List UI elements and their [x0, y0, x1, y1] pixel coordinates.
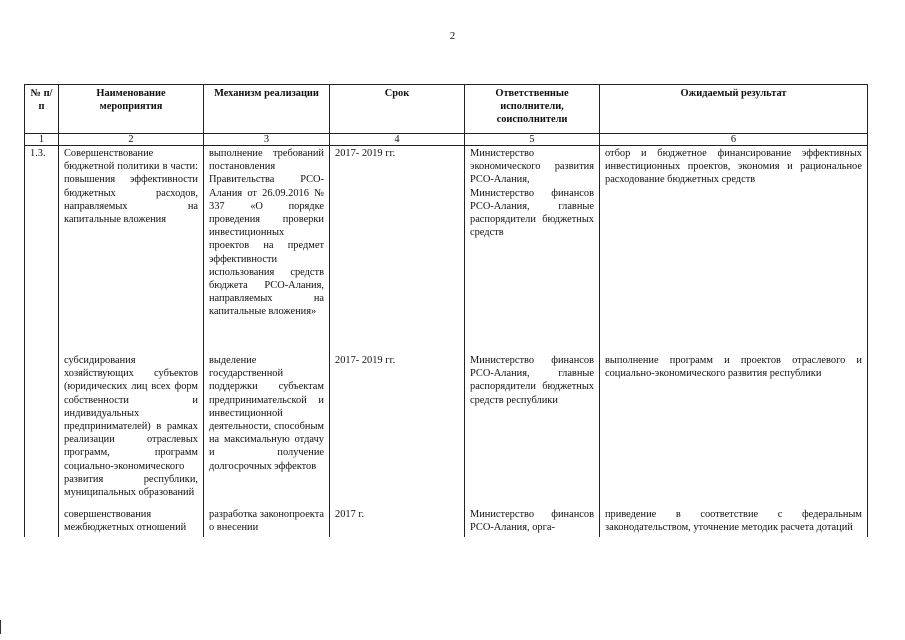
header-result: Ожидаемый результат	[600, 85, 868, 134]
table-row	[25, 146, 868, 354]
measure-name: субсидирования хозяйствующих субъектов (юридических лиц всех форм собственности и индивидуальных предпринимателей) в рамках реализации отраслевых программ, программ социально-экономического развития республики, муниципальных образований	[59, 353, 204, 507]
measure-name: Совершенствование бюджетной политики в части: повышения эффективности бюджетных расходов, направляемых на капитальные вложения	[59, 146, 204, 354]
table-row	[25, 353, 868, 507]
expected-result: приведение в соответствие с федеральным законодательством, уточнение методик расчета дотаций	[600, 507, 868, 537]
column-number: 5	[465, 134, 600, 146]
scan-edge-mark	[0, 620, 1, 634]
responsible: Министерство финансов РСО-Алания, орга-	[465, 507, 600, 537]
responsible: Министерство экономического развития РСО-Алания, Министерство финансов РСО-Алания, главные распорядители бюджетных средств	[465, 146, 600, 354]
page-number: 2	[449, 30, 456, 42]
table-row	[25, 507, 868, 537]
mechanism: разработка законопроекта о внесении	[204, 507, 330, 537]
term: 2017 г.	[330, 507, 465, 537]
mechanism: выполнение требований постановления Правительства РСО-Алания от 26.09.2016 № 337 «О порядке проведения проверки инвестиционных проектов на предмет эффективности использования средств бюджета РСО-Алания, направляемых на капитальные вложения»	[204, 146, 330, 354]
header-responsible: Ответственные исполнители, соисполнители	[465, 85, 600, 134]
column-number-row	[25, 134, 868, 146]
column-number: 6	[600, 134, 868, 146]
row-number	[25, 353, 59, 507]
expected-result: отбор и бюджетное финансирование эффективных инвестиционных проектов, экономия и рациональное расходование бюджетных средств	[600, 146, 868, 354]
expected-result: выполнение программ и проектов отраслевого и социально-экономического развития республики	[600, 353, 868, 507]
responsible: Министерство финансов РСО-Алания, главные распорядители бюджетных средств республики	[465, 353, 600, 507]
row-number	[25, 507, 59, 537]
table-header-row	[25, 85, 868, 134]
header-number: № п/п	[25, 85, 59, 134]
header-term: Срок	[330, 85, 465, 134]
term: 2017- 2019 гг.	[330, 353, 465, 507]
row-number: 1.3.	[25, 146, 59, 354]
column-number: 4	[330, 134, 465, 146]
header-mechanism: Механизм реализации	[204, 85, 330, 134]
measures-table	[24, 84, 868, 537]
mechanism: выделение государственной поддержки субъектам предпринимательской и инвестиционной деятельности, способным на максимальную отдачу и получение долгосрочных эффектов	[204, 353, 330, 507]
term: 2017- 2019 гг.	[330, 146, 465, 354]
measure-name: совершенствования межбюджетных отношений	[59, 507, 204, 537]
column-number: 2	[59, 134, 204, 146]
column-number: 3	[204, 134, 330, 146]
header-name: Наименование мероприятия	[59, 85, 204, 134]
column-number: 1	[25, 134, 59, 146]
